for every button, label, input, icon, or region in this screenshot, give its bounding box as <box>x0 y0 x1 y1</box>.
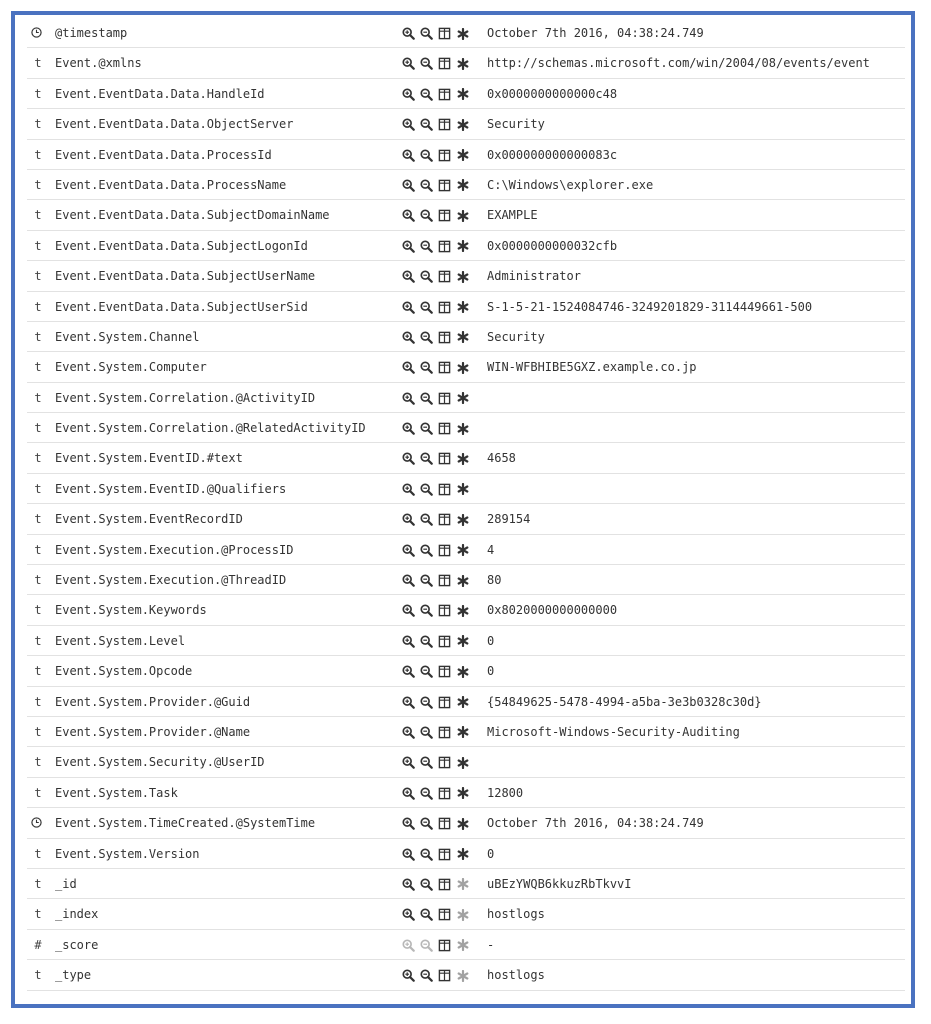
magnify-minus-icon[interactable] <box>419 239 434 254</box>
table-row <box>27 626 905 656</box>
table-row <box>27 899 905 929</box>
field-name: Event.System.Version <box>55 846 200 861</box>
row-actions <box>401 148 470 163</box>
field-type-indicator: t <box>34 299 42 314</box>
row-actions <box>401 391 470 406</box>
field-name: Event.System.Correlation.@RelatedActivityID <box>55 421 366 436</box>
field-type-indicator: t <box>34 421 42 436</box>
table-row <box>27 869 905 899</box>
table-row <box>27 687 905 717</box>
asterisk-icon[interactable] <box>455 239 470 254</box>
column-toggle-icon[interactable] <box>437 148 452 163</box>
asterisk-icon[interactable] <box>455 573 470 588</box>
magnify-plus-icon[interactable] <box>401 938 416 953</box>
field-value: 4658 <box>487 451 516 466</box>
field-type-indicator: t <box>34 147 42 162</box>
magnify-minus-icon[interactable] <box>419 543 434 558</box>
field-value: hostlogs <box>487 907 545 922</box>
asterisk-icon[interactable] <box>455 816 470 831</box>
column-toggle-icon[interactable] <box>437 816 452 831</box>
field-name: Event.System.Correlation.@ActivityID <box>55 390 316 405</box>
field-name: Event.EventData.Data.SubjectUserSid <box>55 299 308 314</box>
column-toggle-icon[interactable] <box>437 391 452 406</box>
field-value: 0 <box>487 633 495 648</box>
magnify-minus-icon[interactable] <box>419 968 434 983</box>
asterisk-icon[interactable] <box>455 300 470 315</box>
field-value: October 7th 2016, 04:38:24.749 <box>487 26 704 40</box>
field-value: Security <box>487 117 545 132</box>
field-value: 0x8020000000000000 <box>487 603 618 618</box>
asterisk-icon[interactable] <box>455 512 470 527</box>
field-type-indicator: t <box>34 481 42 496</box>
row-actions <box>401 573 470 588</box>
magnify-minus-icon[interactable] <box>419 603 434 618</box>
row-actions <box>401 117 470 132</box>
field-type-indicator: t <box>34 542 42 557</box>
row-actions <box>401 178 470 193</box>
table-row <box>27 413 905 443</box>
field-name: Event.System.Opcode <box>55 664 193 679</box>
row-actions <box>401 816 470 831</box>
magnify-minus-icon[interactable] <box>419 695 434 710</box>
field-type-indicator: t <box>34 724 42 739</box>
column-toggle-icon[interactable] <box>437 421 452 436</box>
column-toggle-icon[interactable] <box>437 695 452 710</box>
magnify-plus-icon[interactable] <box>401 178 416 193</box>
row-actions <box>401 634 470 649</box>
magnify-plus-icon[interactable] <box>401 573 416 588</box>
magnify-minus-icon[interactable] <box>419 330 434 345</box>
asterisk-icon[interactable] <box>455 603 470 618</box>
table-row <box>27 352 905 382</box>
field-value: 80 <box>487 573 502 588</box>
magnify-minus-icon[interactable] <box>419 300 434 315</box>
field-value: 0 <box>487 846 495 861</box>
magnify-minus-icon[interactable] <box>419 451 434 466</box>
field-name: Event.EventData.Data.ObjectServer <box>55 117 294 132</box>
magnify-minus-icon[interactable] <box>419 26 434 41</box>
magnify-minus-icon[interactable] <box>419 360 434 375</box>
field-value: Administrator <box>487 269 581 284</box>
document-fields-table <box>27 18 905 991</box>
magnify-plus-icon[interactable] <box>401 603 416 618</box>
document-table-frame <box>11 11 915 1008</box>
row-actions <box>401 847 470 862</box>
column-toggle-icon[interactable] <box>437 603 452 618</box>
magnify-plus-icon[interactable] <box>401 56 416 71</box>
magnify-plus-icon[interactable] <box>401 664 416 679</box>
row-actions <box>401 300 470 315</box>
table-row <box>27 839 905 869</box>
magnify-minus-icon[interactable] <box>419 512 434 527</box>
field-value: Microsoft-Windows-Security-Auditing <box>487 724 740 739</box>
magnify-plus-icon[interactable] <box>401 26 416 41</box>
field-name: Event.EventData.Data.HandleId <box>55 86 265 101</box>
asterisk-icon[interactable] <box>455 360 470 375</box>
field-type-indicator: t <box>34 664 42 679</box>
field-name: Event.EventData.Data.SubjectLogonId <box>55 238 308 253</box>
asterisk-icon[interactable] <box>455 938 470 953</box>
magnify-minus-icon[interactable] <box>419 847 434 862</box>
field-type-indicator: t <box>34 603 42 618</box>
field-type-indicator: t <box>34 177 42 192</box>
field-type-indicator: t <box>34 451 42 466</box>
table-row <box>27 322 905 352</box>
field-name: Event.@xmlns <box>55 56 142 71</box>
column-toggle-icon[interactable] <box>437 239 452 254</box>
table-row <box>27 565 905 595</box>
table-row <box>27 443 905 473</box>
column-toggle-icon[interactable] <box>437 664 452 679</box>
field-type-indicator: t <box>34 329 42 344</box>
row-actions <box>401 907 470 922</box>
table-row <box>27 595 905 625</box>
asterisk-icon[interactable] <box>455 117 470 132</box>
row-actions <box>401 938 470 953</box>
magnify-plus-icon[interactable] <box>401 847 416 862</box>
table-row <box>27 656 905 686</box>
clock-icon <box>31 815 45 828</box>
field-name: Event.EventData.Data.SubjectDomainName <box>55 208 330 223</box>
row-actions <box>401 26 470 41</box>
asterisk-icon[interactable] <box>455 543 470 558</box>
asterisk-icon[interactable] <box>455 907 470 922</box>
field-type-indicator: t <box>34 56 42 71</box>
asterisk-icon[interactable] <box>455 148 470 163</box>
column-toggle-icon[interactable] <box>437 755 452 770</box>
column-toggle-icon[interactable] <box>437 634 452 649</box>
field-name: _score <box>55 937 99 952</box>
asterisk-icon[interactable] <box>455 482 470 497</box>
field-type-indicator: t <box>34 633 42 648</box>
magnify-minus-icon[interactable] <box>419 148 434 163</box>
field-value: 0x0000000000000c48 <box>487 86 618 101</box>
table-row <box>27 170 905 200</box>
column-toggle-icon[interactable] <box>437 360 452 375</box>
column-toggle-icon[interactable] <box>437 877 452 892</box>
magnify-plus-icon[interactable] <box>401 391 416 406</box>
asterisk-icon[interactable] <box>455 664 470 679</box>
field-name: Event.System.Channel <box>55 329 200 344</box>
asterisk-icon[interactable] <box>455 330 470 345</box>
field-value: 12800 <box>487 785 524 800</box>
field-name: @timestamp <box>55 26 128 40</box>
field-value: 289154 <box>487 512 531 527</box>
field-name: _type <box>55 968 92 983</box>
magnify-plus-icon[interactable] <box>401 421 416 436</box>
field-name: Event.System.EventID.#text <box>55 451 243 466</box>
magnify-minus-icon[interactable] <box>419 816 434 831</box>
field-value: http://schemas.microsoft.com/win/2004/08/events/event <box>487 56 870 71</box>
field-value: 4 <box>487 542 495 557</box>
table-row <box>27 747 905 777</box>
row-actions <box>401 482 470 497</box>
asterisk-icon[interactable] <box>455 725 470 740</box>
field-name: Event.System.Level <box>55 633 186 648</box>
magnify-minus-icon[interactable] <box>419 664 434 679</box>
magnify-plus-icon[interactable] <box>401 968 416 983</box>
asterisk-icon[interactable] <box>455 391 470 406</box>
field-name: Event.System.EventID.@Qualifiers <box>55 481 287 496</box>
row-actions <box>401 421 470 436</box>
field-value: Security <box>487 329 545 344</box>
magnify-minus-icon[interactable] <box>419 87 434 102</box>
asterisk-icon[interactable] <box>455 269 470 284</box>
field-type-indicator: t <box>34 694 42 709</box>
table-row <box>27 231 905 261</box>
field-name: Event.System.Task <box>55 785 178 800</box>
field-type-indicator: t <box>34 117 42 132</box>
field-type-indicator: t <box>34 269 42 284</box>
row-actions <box>401 755 470 770</box>
row-actions <box>401 87 470 102</box>
table-row <box>27 383 905 413</box>
field-type-indicator: t <box>34 907 42 922</box>
field-name: _id <box>55 876 77 891</box>
table-row <box>27 808 905 838</box>
field-type-indicator: t <box>34 208 42 223</box>
asterisk-icon[interactable] <box>455 421 470 436</box>
table-row <box>27 778 905 808</box>
column-toggle-icon[interactable] <box>437 178 452 193</box>
magnify-plus-icon[interactable] <box>401 725 416 740</box>
field-value: 0x0000000000032cfb <box>487 238 618 253</box>
field-name: Event.EventData.Data.ProcessName <box>55 177 287 192</box>
magnify-minus-icon[interactable] <box>419 56 434 71</box>
row-actions <box>401 786 470 801</box>
magnify-minus-icon[interactable] <box>419 755 434 770</box>
field-type-indicator: # <box>34 937 42 952</box>
field-name: Event.System.EventRecordID <box>55 512 243 527</box>
column-toggle-icon[interactable] <box>437 907 452 922</box>
magnify-minus-icon[interactable] <box>419 907 434 922</box>
magnify-minus-icon[interactable] <box>419 786 434 801</box>
field-value: 0x000000000000083c <box>487 147 618 162</box>
row-actions <box>401 360 470 375</box>
asterisk-icon[interactable] <box>455 786 470 801</box>
magnify-plus-icon[interactable] <box>401 634 416 649</box>
field-type-indicator: t <box>34 876 42 891</box>
field-type-indicator: t <box>34 846 42 861</box>
column-toggle-icon[interactable] <box>437 847 452 862</box>
clock-icon <box>31 25 45 38</box>
magnify-plus-icon[interactable] <box>401 482 416 497</box>
field-name: Event.System.TimeCreated.@SystemTime <box>55 816 316 831</box>
field-value: uBEzYWQB6kkuzRbTkvvI <box>487 876 632 891</box>
magnify-minus-icon[interactable] <box>419 634 434 649</box>
field-name: Event.System.Provider.@Name <box>55 724 251 739</box>
magnify-minus-icon[interactable] <box>419 269 434 284</box>
row-actions <box>401 451 470 466</box>
column-toggle-icon[interactable] <box>437 300 452 315</box>
table-row <box>27 79 905 109</box>
column-toggle-icon[interactable] <box>437 968 452 983</box>
magnify-plus-icon[interactable] <box>401 816 416 831</box>
field-type-indicator: t <box>34 360 42 375</box>
table-row <box>27 535 905 565</box>
magnify-minus-icon[interactable] <box>419 178 434 193</box>
field-name: Event.System.Keywords <box>55 603 207 618</box>
column-toggle-icon[interactable] <box>437 543 452 558</box>
field-type-indicator: t <box>34 968 42 983</box>
column-toggle-icon[interactable] <box>437 56 452 71</box>
field-name: Event.System.Execution.@ThreadID <box>55 573 287 588</box>
asterisk-icon[interactable] <box>455 695 470 710</box>
row-actions <box>401 269 470 284</box>
magnify-plus-icon[interactable] <box>401 695 416 710</box>
field-value: {54849625-5478-4994-a5ba-3e3b0328c30d} <box>487 694 762 709</box>
field-name: _index <box>55 907 99 922</box>
column-toggle-icon[interactable] <box>437 117 452 132</box>
magnify-plus-icon[interactable] <box>401 786 416 801</box>
asterisk-icon[interactable] <box>455 755 470 770</box>
asterisk-icon[interactable] <box>455 208 470 223</box>
magnify-plus-icon[interactable] <box>401 330 416 345</box>
magnify-plus-icon[interactable] <box>401 512 416 527</box>
field-value: 0 <box>487 664 495 679</box>
row-actions <box>401 603 470 618</box>
asterisk-icon[interactable] <box>455 87 470 102</box>
field-type-indicator: t <box>34 755 42 770</box>
magnify-plus-icon[interactable] <box>401 451 416 466</box>
column-toggle-icon[interactable] <box>437 330 452 345</box>
asterisk-icon[interactable] <box>455 634 470 649</box>
column-toggle-icon[interactable] <box>437 573 452 588</box>
magnify-minus-icon[interactable] <box>419 117 434 132</box>
magnify-plus-icon[interactable] <box>401 87 416 102</box>
asterisk-icon[interactable] <box>455 178 470 193</box>
field-value: EXAMPLE <box>487 208 538 223</box>
field-type-indicator: t <box>34 512 42 527</box>
row-actions <box>401 664 470 679</box>
magnify-plus-icon[interactable] <box>401 360 416 375</box>
field-value: C:\Windows\explorer.exe <box>487 177 654 192</box>
table-row <box>27 18 905 48</box>
row-actions <box>401 877 470 892</box>
asterisk-icon[interactable] <box>455 56 470 71</box>
asterisk-icon[interactable] <box>455 26 470 41</box>
asterisk-icon[interactable] <box>455 877 470 892</box>
row-actions <box>401 208 470 223</box>
field-value: WIN-WFBHIBE5GXZ.example.co.jp <box>487 360 697 375</box>
field-value: October 7th 2016, 04:38:24.749 <box>487 816 704 831</box>
field-type-indicator: t <box>34 86 42 101</box>
table-row <box>27 292 905 322</box>
magnify-plus-icon[interactable] <box>401 148 416 163</box>
magnify-minus-icon[interactable] <box>419 573 434 588</box>
column-toggle-icon[interactable] <box>437 208 452 223</box>
column-toggle-icon[interactable] <box>437 451 452 466</box>
magnify-plus-icon[interactable] <box>401 300 416 315</box>
asterisk-icon[interactable] <box>455 847 470 862</box>
row-actions <box>401 512 470 527</box>
magnify-minus-icon[interactable] <box>419 421 434 436</box>
field-value: S-1-5-21-1524084746-3249201829-3114449661-500 <box>487 299 813 314</box>
table-row <box>27 504 905 534</box>
table-row <box>27 960 905 990</box>
row-actions <box>401 725 470 740</box>
asterisk-icon[interactable] <box>455 451 470 466</box>
field-type-indicator: t <box>34 390 42 405</box>
column-toggle-icon[interactable] <box>437 725 452 740</box>
magnify-minus-icon[interactable] <box>419 877 434 892</box>
magnify-minus-icon[interactable] <box>419 482 434 497</box>
table-row <box>27 261 905 291</box>
column-toggle-icon[interactable] <box>437 482 452 497</box>
magnify-plus-icon[interactable] <box>401 269 416 284</box>
row-actions <box>401 239 470 254</box>
field-type-indicator: t <box>34 785 42 800</box>
field-name: Event.System.Provider.@Guid <box>55 694 251 709</box>
magnify-minus-icon[interactable] <box>419 938 434 953</box>
row-actions <box>401 695 470 710</box>
magnify-plus-icon[interactable] <box>401 117 416 132</box>
field-name: Event.EventData.Data.SubjectUserName <box>55 269 316 284</box>
column-toggle-icon[interactable] <box>437 512 452 527</box>
row-actions <box>401 968 470 983</box>
table-row <box>27 930 905 960</box>
column-toggle-icon[interactable] <box>437 26 452 41</box>
table-row <box>27 109 905 139</box>
asterisk-icon[interactable] <box>455 968 470 983</box>
column-toggle-icon[interactable] <box>437 269 452 284</box>
table-row <box>27 140 905 170</box>
field-name: Event.System.Computer <box>55 360 207 375</box>
field-type-indicator: t <box>34 238 42 253</box>
magnify-plus-icon[interactable] <box>401 877 416 892</box>
field-name: Event.System.Security.@UserID <box>55 755 265 770</box>
magnify-minus-icon[interactable] <box>419 725 434 740</box>
magnify-plus-icon[interactable] <box>401 208 416 223</box>
row-actions <box>401 330 470 345</box>
field-name: Event.System.Execution.@ProcessID <box>55 542 294 557</box>
table-row <box>27 717 905 747</box>
table-row <box>27 48 905 78</box>
column-toggle-icon[interactable] <box>437 786 452 801</box>
magnify-plus-icon[interactable] <box>401 907 416 922</box>
field-name: Event.EventData.Data.ProcessId <box>55 147 272 162</box>
field-type-indicator: t <box>34 573 42 588</box>
magnify-plus-icon[interactable] <box>401 543 416 558</box>
magnify-plus-icon[interactable] <box>401 755 416 770</box>
table-row <box>27 200 905 230</box>
column-toggle-icon[interactable] <box>437 938 452 953</box>
magnify-minus-icon[interactable] <box>419 208 434 223</box>
row-actions <box>401 56 470 71</box>
magnify-minus-icon[interactable] <box>419 391 434 406</box>
magnify-plus-icon[interactable] <box>401 239 416 254</box>
field-value: hostlogs <box>487 968 545 983</box>
row-actions <box>401 543 470 558</box>
field-value: - <box>487 937 495 952</box>
column-toggle-icon[interactable] <box>437 87 452 102</box>
table-row <box>27 474 905 504</box>
